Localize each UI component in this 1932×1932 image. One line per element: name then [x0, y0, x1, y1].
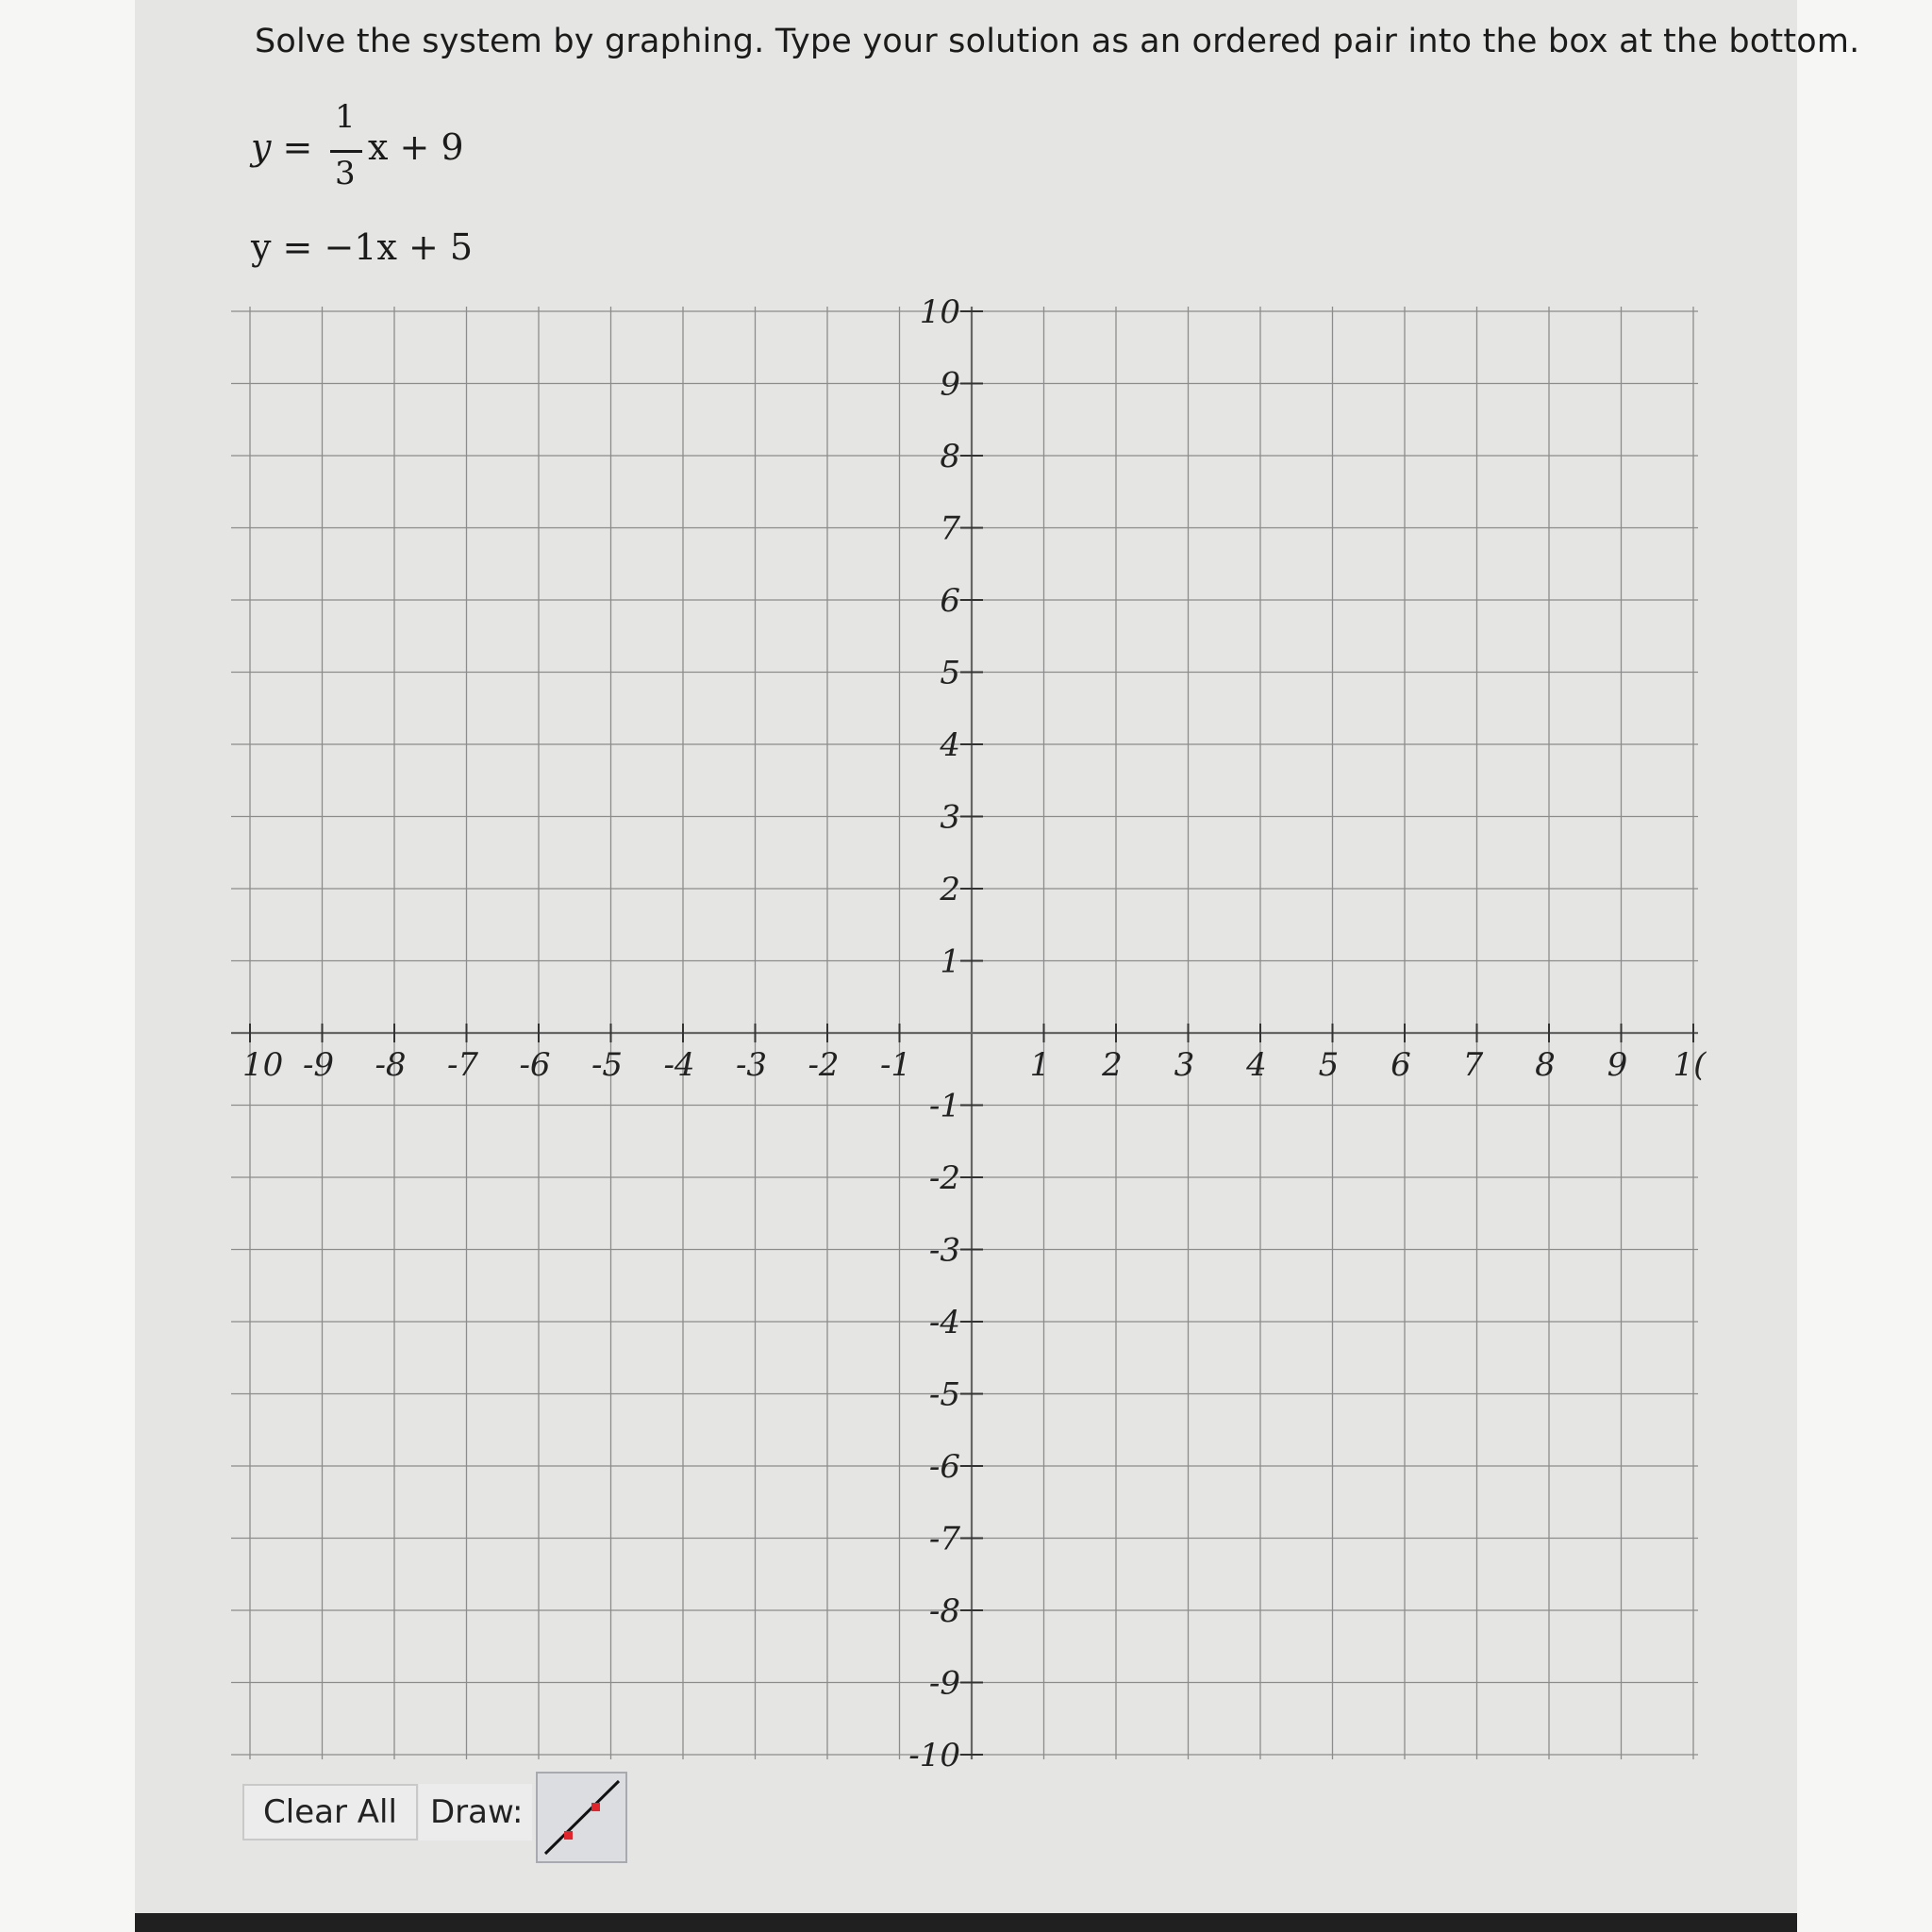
x-tick-label: -9: [302, 1046, 335, 1084]
y-tick-label: -3: [928, 1231, 960, 1270]
x-tick-label: -4: [663, 1046, 695, 1084]
y-tick-label: -4: [928, 1304, 960, 1341]
equation-1-denominator: 3: [335, 155, 356, 192]
x-tick-label: 9: [1607, 1046, 1628, 1084]
draw-label: Draw:: [419, 1784, 532, 1840]
y-tick-label: 4: [940, 726, 960, 764]
y-tick-label: 9: [940, 365, 960, 404]
x-tick-label: 6: [1391, 1046, 1411, 1084]
y-tick-label: -10: [908, 1737, 960, 1774]
question-prompt: Solve the system by graphing. Type your solution as an ordered pair into the box at the bottom.: [255, 23, 1860, 60]
y-tick-label: -2: [928, 1159, 960, 1197]
line-endpoint-marker: [564, 1831, 573, 1840]
axes: [231, 307, 1698, 1759]
y-tick-label: 6: [940, 582, 960, 620]
x-tick-label: -3: [735, 1046, 768, 1084]
y-tick-label: 3: [940, 798, 960, 837]
x-tick-label: -8: [375, 1046, 407, 1084]
y-tick-label: 10: [919, 293, 960, 331]
x-tick-label: -6: [519, 1046, 551, 1084]
x-tick-label: 7: [1462, 1046, 1484, 1084]
clear-all-button[interactable]: Clear All: [242, 1784, 418, 1840]
x-tick-label: 1(: [1673, 1046, 1707, 1084]
equation-1-numerator: 1: [335, 98, 356, 136]
y-tick-label: 2: [940, 871, 960, 908]
line-tool-button[interactable]: [536, 1772, 627, 1863]
x-tick-label: -2: [808, 1046, 840, 1084]
equation-1-rest: x + 9: [368, 126, 464, 168]
equals-sign: =: [271, 126, 313, 168]
x-tick-label: -7: [446, 1046, 479, 1084]
y-tick-label: -1: [928, 1087, 960, 1125]
x-tick-label: 4: [1246, 1046, 1267, 1084]
y-tick-label: -5: [928, 1375, 960, 1414]
x-tick-label: 10: [242, 1046, 284, 1084]
x-tick-label: -5: [591, 1046, 624, 1084]
x-tick-label: 2: [1102, 1046, 1123, 1084]
x-tick-label: 8: [1535, 1046, 1556, 1084]
x-tick-label: -1: [879, 1046, 912, 1084]
y-tick-label: -8: [928, 1592, 960, 1630]
y-tick-label: -6: [928, 1448, 960, 1486]
line-endpoint-marker: [591, 1803, 600, 1811]
x-tick-label: 5: [1318, 1046, 1340, 1084]
y-tick-label: -7: [928, 1520, 960, 1558]
y-tick-label: 7: [940, 509, 960, 548]
y-tick-label: -9: [928, 1664, 960, 1703]
y-tick-label: 5: [940, 654, 960, 692]
equation-2: y = −1x + 5: [251, 226, 474, 268]
y-tick-label: 1: [940, 942, 960, 981]
variable-y: y: [251, 126, 272, 168]
y-tick-label: 8: [940, 438, 960, 475]
line-segment-icon: [538, 1774, 625, 1861]
x-tick-label: 3: [1174, 1046, 1195, 1084]
x-tick-label: 1: [1029, 1046, 1051, 1084]
